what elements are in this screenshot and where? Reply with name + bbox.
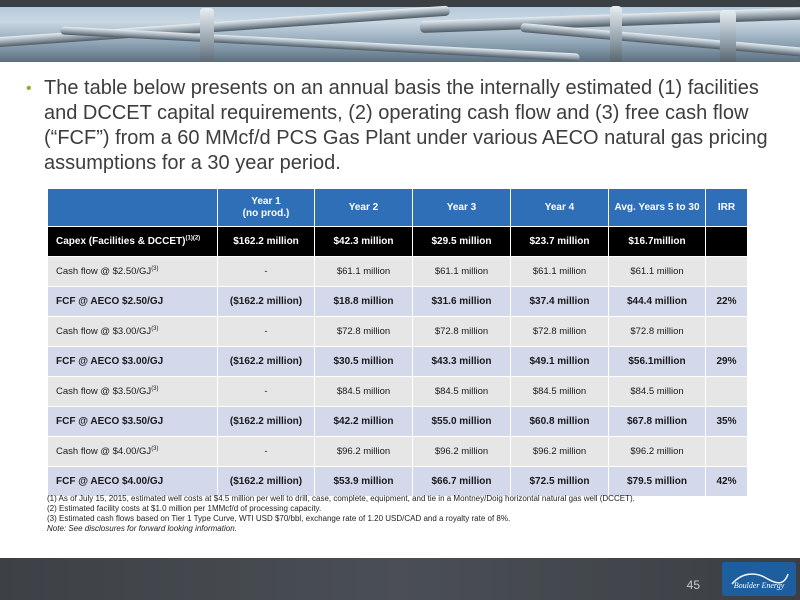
row-label: Cash flow @ $2.50/GJ [56, 266, 152, 277]
row-label: FCF @ AECO $2.50/GJ [56, 296, 164, 307]
cell-irr [706, 317, 748, 347]
header-cell-avg-years: Avg. Years 5 to 30 [609, 189, 706, 227]
row-label: Capex (Facilities & DCCET) [56, 236, 186, 247]
intro-text: The table below presents on an annual basis the internally estimated (1) facilities and DCCET capital requirements, (2) operating cash flow and (3) free cash flow (“FCF”) from a 60 MMcf/d PCS Gas Plant under various AECO natural gas pricing assumptions for a 30 year period. [44, 77, 768, 174]
table-row-fcf [48, 347, 748, 377]
cell-year3: $55.0 million [413, 407, 511, 437]
table-header-row [48, 189, 748, 227]
cell-year3: $61.1 million [413, 257, 511, 287]
cell-year2: $18.8 million [315, 287, 413, 317]
cell-year3: $43.3 million [413, 347, 511, 377]
row-label-cell [48, 227, 218, 257]
cell-year1: ($162.2 million) [218, 407, 315, 437]
header-cell-year3: Year 3 [413, 189, 511, 227]
table-row-fcf [48, 407, 748, 437]
row-label-cell [48, 347, 218, 377]
row-label-cell [48, 407, 218, 437]
cell-year4: $96.2 million [511, 437, 609, 467]
row-label-cell [48, 467, 218, 497]
cell-year3: $66.7 million [413, 467, 511, 497]
footnote-2: (2) Estimated facility costs at $1.0 million per 1MMcf/d of processing capacity. [47, 504, 322, 513]
cell-year3: $84.5 million [413, 377, 511, 407]
cell-year3: $31.6 million [413, 287, 511, 317]
footnote-reference: (3) [151, 385, 159, 392]
cell-year2: $53.9 million [315, 467, 413, 497]
row-label-cell [48, 377, 218, 407]
row-label: Cash flow @ $3.00/GJ [56, 326, 152, 337]
table-row-capex [48, 227, 748, 257]
cell-year1: ($162.2 million) [218, 347, 315, 377]
pipe-graphic [610, 6, 622, 62]
cell-year2: $61.1 million [315, 257, 413, 287]
company-logo [722, 562, 796, 596]
row-label-cell [48, 437, 218, 467]
footnote-1: (1) As of July 15, 2015, estimated well costs at $4.5 million per well to drill, case, complete, equipment, and tie in a Montney/Doig horizontal natural gas well (DCCET). [47, 494, 635, 503]
header-photo-banner [0, 0, 800, 62]
cell-avg-years: $79.5 million [609, 467, 706, 497]
cell-avg-years: $61.1 million [609, 257, 706, 287]
cell-year2: $42.2 million [315, 407, 413, 437]
cell-year4: $61.1 million [511, 257, 609, 287]
cell-irr [706, 227, 748, 257]
cell-avg-years: $44.4 million [609, 287, 706, 317]
cell-year3: $72.8 million [413, 317, 511, 347]
cell-year4: $60.8 million [511, 407, 609, 437]
cell-year1: - [218, 257, 315, 287]
header-year1-line1: Year 1 [251, 195, 281, 207]
cell-year2: $30.5 million [315, 347, 413, 377]
row-label-cell [48, 287, 218, 317]
cell-year3: $29.5 million [413, 227, 511, 257]
footnote-reference: (3) [151, 445, 159, 452]
cell-avg-years: $67.8 million [609, 407, 706, 437]
intro-paragraph [26, 76, 774, 176]
table-row-cash [48, 377, 748, 407]
row-label-cell [48, 257, 218, 287]
pipe-graphic [60, 26, 580, 61]
cell-avg-years: $96.2 million [609, 437, 706, 467]
header-year1-line2: (no prod.) [242, 207, 290, 219]
cell-year4: $84.5 million [511, 377, 609, 407]
cell-year1: ($162.2 million) [218, 467, 315, 497]
footnote-reference: (1)(2) [185, 235, 201, 242]
cell-year1: ($162.2 million) [218, 287, 315, 317]
table-row-cash [48, 437, 748, 467]
cell-year4: $72.8 million [511, 317, 609, 347]
table-row-cash [48, 257, 748, 287]
row-label-cell [48, 317, 218, 347]
cell-irr [706, 437, 748, 467]
cell-year3: $96.2 million [413, 437, 511, 467]
table-row-cash [48, 317, 748, 347]
footnote-reference: (3) [151, 325, 159, 332]
cell-irr: 35% [706, 407, 748, 437]
logo-mark-icon [726, 566, 792, 592]
table-body [48, 227, 748, 497]
table-row-fcf [48, 287, 748, 317]
cell-year4: $49.1 million [511, 347, 609, 377]
capex-cashflow-table [47, 188, 748, 497]
footnote-3: (3) Estimated cash flows based on Tier 1 Type Curve, WTI USD $70/bbl, exchange rate of 1.20 USD/CAD and a royalty rate of 8%. [47, 514, 511, 523]
top-bar [0, 0, 800, 7]
cell-avg-years: $72.8 million [609, 317, 706, 347]
row-label: Cash flow @ $4.00/GJ [56, 446, 152, 457]
logo-text: Boulder Energy [733, 581, 785, 590]
cell-year2: $42.3 million [315, 227, 413, 257]
table-row-fcf [48, 467, 748, 497]
pipe-graphic [720, 10, 736, 62]
cell-year1: - [218, 437, 315, 467]
cell-irr: 42% [706, 467, 748, 497]
cell-year4: $37.4 million [511, 287, 609, 317]
cell-year4: $72.5 million [511, 467, 609, 497]
cell-avg-years: $56.1million [609, 347, 706, 377]
row-label: FCF @ AECO $4.00/GJ [56, 476, 164, 487]
footnotes [47, 494, 757, 534]
page-number: 45 [686, 578, 700, 592]
cell-year2: $96.2 million [315, 437, 413, 467]
cell-irr [706, 377, 748, 407]
pipe-graphic [200, 8, 214, 62]
header-cell-year2: Year 2 [315, 189, 413, 227]
row-label: FCF @ AECO $3.50/GJ [56, 416, 164, 427]
cell-year1: - [218, 317, 315, 347]
header-cell-year4: Year 4 [511, 189, 609, 227]
header-cell-label [48, 189, 218, 227]
row-label: FCF @ AECO $3.00/GJ [56, 356, 164, 367]
footnote-reference: (3) [151, 265, 159, 272]
row-label: Cash flow @ $3.50/GJ [56, 386, 152, 397]
cell-year1: - [218, 377, 315, 407]
cell-irr: 22% [706, 287, 748, 317]
cell-avg-years: $16.7million [609, 227, 706, 257]
cell-year1: $162.2 million [218, 227, 315, 257]
disclosure-note: Note: See disclosures for forward looking information. [47, 524, 237, 533]
cell-irr [706, 257, 748, 287]
cell-year2: $72.8 million [315, 317, 413, 347]
cell-irr: 29% [706, 347, 748, 377]
bullet-marker: • [26, 80, 32, 97]
cell-year4: $23.7 million [511, 227, 609, 257]
cell-avg-years: $84.5 million [609, 377, 706, 407]
header-cell-year1 [218, 189, 315, 227]
header-cell-irr: IRR [706, 189, 748, 227]
cell-year2: $84.5 million [315, 377, 413, 407]
